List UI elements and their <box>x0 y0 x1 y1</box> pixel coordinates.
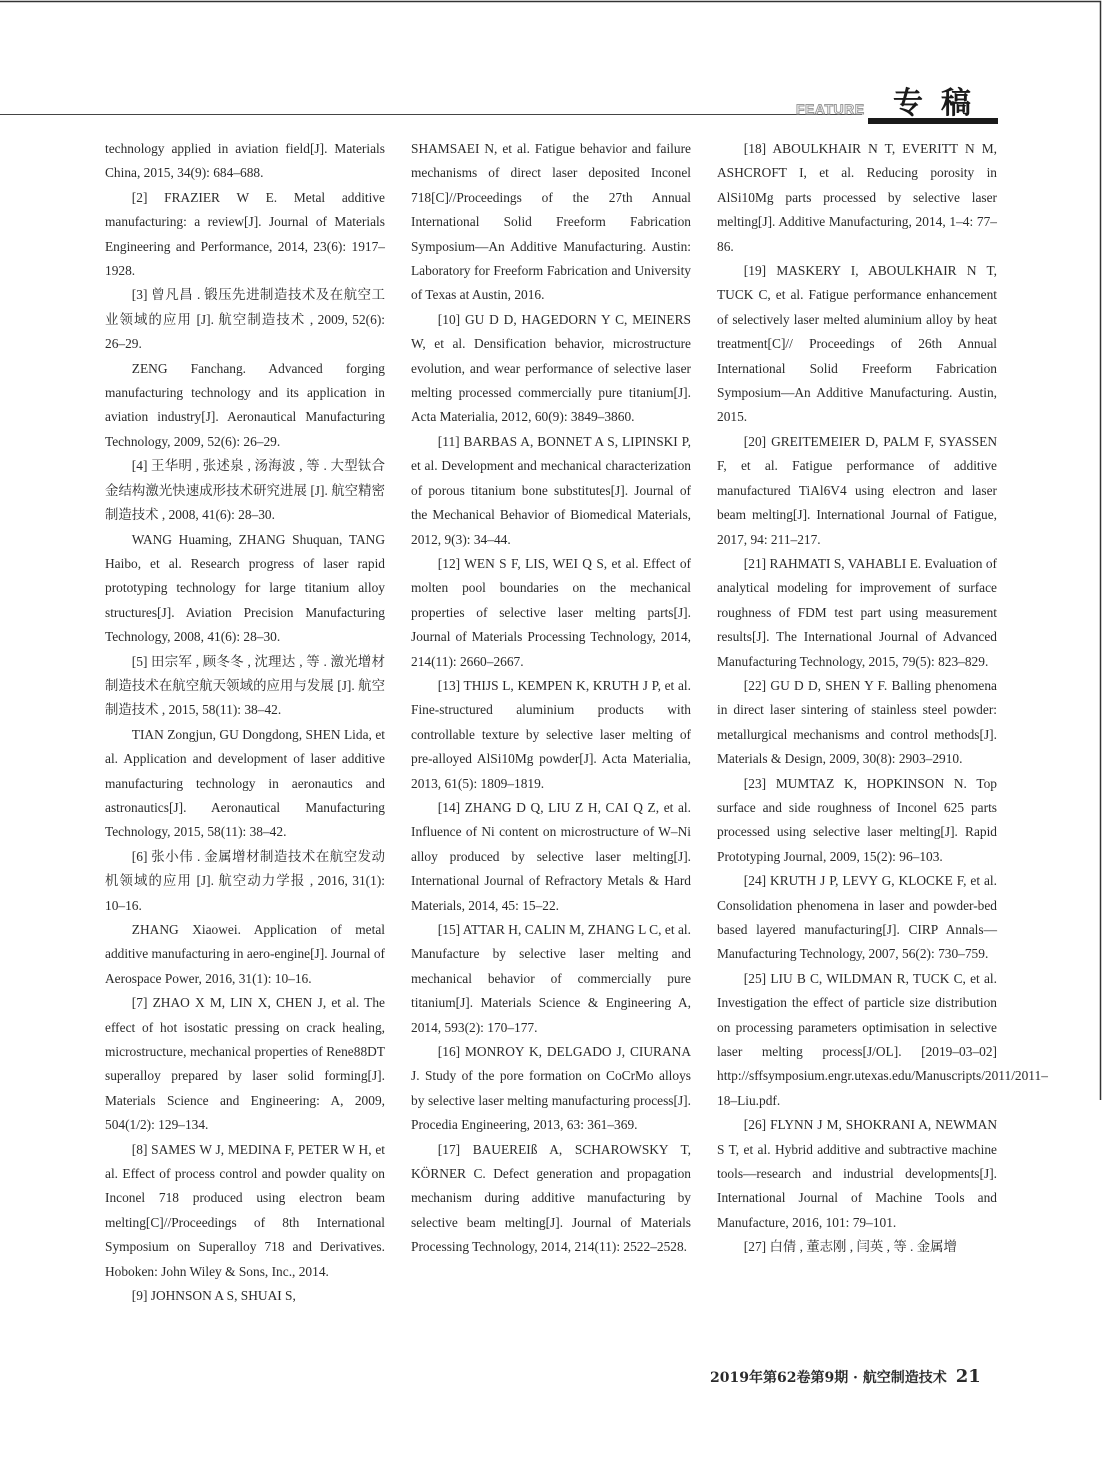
reference-column-2 <box>411 137 691 1260</box>
reference-entry: [18] ABOULKHAIR N T, EVERITT N M, ASHCROFT I, et al. Reducing porosity in AlSi10Mg parts processed by selective laser melting[J]. Additive Manufacturing, 2014, 1–4: 77–86. <box>717 141 997 254</box>
reference-entry: [27] 白倩 , 董志刚 , 闫英 , 等 . 金属增 <box>743 1239 957 1255</box>
reference-entry: WANG Huaming, ZHANG Shuquan, TANG Haibo, et al. Research progress of laser rapid prototyping technology for large titanium alloy structures[J]. Aviation Precision Manufacturing Technology, 2008, 41(6): 28–30. <box>105 531 385 645</box>
reference-column-3 <box>717 137 1048 1260</box>
page-number: 21 <box>955 1366 981 1387</box>
reference-entry: SHAMSAEI N, et al. Fatigue behavior and failure mechanisms of direct laser deposited Inconel 718[C]//Proceedings of the 27th Annual International Solid Freeform Fabrication Symposium—An Additive Manufacturing. Austin: Laboratory for Freeform Fabrication and University of Texas at Austin, 2016. <box>411 141 691 303</box>
reference-entry: [13] THIJS L, KEMPEN K, KRUTH J P, et al. Fine-structured aluminium products with controllable texture by selective laser melting of pre-alloyed AlSi10Mg powder[J]. Acta Materialia, 2013, 61(5): 1809–1819. <box>411 677 691 791</box>
reference-entry: ZENG Fanchang. Advanced forging manufacturing technology and its application in aviation industry[J]. Aeronautical Manufacturing Technology, 2009, 52(6): 26–29. <box>105 360 385 449</box>
reference-entry: [23] MUMTAZ K, HOPKINSON N. Top surface and side roughness of Inconel 625 parts processed using selective laser melting[J]. Rapid Prototyping Journal, 2009, 15(2): 96–103. <box>717 775 997 864</box>
page-footer <box>710 1366 981 1387</box>
issue-info: 2019年第62卷第9期 · 航空制造技术 <box>710 1370 947 1386</box>
reference-entry: [11] BARBAS A, BONNET A S, LIPINSKI P, et al. Development and mechanical characterization of porous titanium bone substitutes[J]. Journal of the Mechanical Behavior of Biomedical Materials, 2012, 9(3): 34–44. <box>411 433 691 547</box>
reference-entry: TIAN Zongjun, GU Dongdong, SHEN Lida, et al. Application and development of laser additive manufacturing technology in aeronautics and astronautics[J]. Aeronautical Manufacturing Technology, 2015, 58(11): 38–42. <box>105 726 385 840</box>
reference-entry: [4] 王华明 , 张述泉 , 汤海波 , 等 . 大型钛合金结构激光快速成形技术研究进展 [J]. 航空精密制造技术 , 2008, 41(6): 28–30. <box>105 458 385 523</box>
reference-entry: [8] SAMES W J, MEDINA F, PETER W H, et al. Effect of process control and powder quality on Inconel 718 produced using electron beam melting[C]//Proceedings of 8th International Symposium on Superalloy 718 and Derivatives. Hoboken: John Wiley & Sons, Inc., 2014. <box>105 1141 385 1279</box>
feature-label: FEATURE <box>796 101 865 117</box>
reference-entry: [22] GU D D, SHEN Y F. Balling phenomena in direct laser sintering of stainless steel powder: metallurgical mechanisms and control methods[J]. Materials & Design, 2009, 30(8): 2903–2910. <box>717 677 997 767</box>
reference-entry: [16] MONROY K, DELGADO J, CIURANA J. Study of the pore formation on CoCrMo alloys by selective laser melting manufacturing process[J]. Procedia Engineering, 2013, 63: 361–369. <box>411 1044 691 1133</box>
reference-entry: [14] ZHANG D Q, LIU Z H, CAI Q Z, et al. Influence of Ni content on microstructure of W–Ni alloy produced by selective laser melting[J]. International Journal of Refractory Metals & Hard Materials, 2014, 45: 15–22. <box>411 799 691 913</box>
reference-entry: [20] GREITEMEIER D, PALM F, SYASSEN F, et al. Fatigue performance of additive manufactured TiAl6V4 using electron and laser beam melting[J]. International Journal of Fatigue, 2017, 94: 211–217. <box>717 433 997 547</box>
reference-entry: [17] BAUEREIß A, SCHAROWSKY T, KÖRNER C. Defect generation and propagation mechanism during additive manufacturing by selective beam melting[J]. Journal of Materials Processing Technology, 2014, 214(11): 2522–2528. <box>411 1141 691 1255</box>
reference-column-1 <box>105 137 385 1309</box>
reference-entry: [12] WEN S F, LIS, WEI Q S, et al. Effect of molten pool boundaries on the mechanical properties of selective laser melting parts[J]. Journal of Materials Processing Technology, 2014, 214(11): 2660–2667. <box>411 555 691 669</box>
reference-entry: [21] RAHMATI S, VAHABLI E. Evaluation of analytical modeling for improvement of surface roughness of FDM test part using measurement results[J]. The International Journal of Advanced Manufacturing Technology, 2015, 79(5): 823–829. <box>717 555 997 669</box>
reference-entry: [25] LIU B C, WILDMAN R, TUCK C, et al. Investigation the effect of particle size distribution on processing parameters optimisation in selective laser melting process[J/OL]. [2019–03–02] http://sffsymposium.engr.utexas.edu/Manuscripts/2011/2011–18–Liu.pdf. <box>717 970 1048 1108</box>
reference-entry: [24] KRUTH J P, LEVY G, KLOCKE F, et al. Consolidation phenomena in laser and powder-bed based layered manufacturing[J]. CIRP Annals—Manufacturing Technology, 2007, 56(2): 730–759. <box>717 873 997 962</box>
reference-entry: [26] FLYNN J M, SHOKRANI A, NEWMAN S T, et al. Hybrid additive and subtractive machine tools—research and industrial developments[J]. International Journal of Machine Tools and Manufacture, 2016, 101: 79–101. <box>717 1117 997 1230</box>
reference-entry: [6] 张小伟 . 金属增材制造技术在航空发动机领域的应用 [J]. 航空动力学报 , 2016, 31(1): 10–16. <box>105 848 385 913</box>
reference-entry: [19] MASKERY I, ABOULKHAIR N T, TUCK C, et al. Fatigue performance enhancement of selectively laser melted aluminium alloy by heat treatment[C]// Proceedings of 26th Annual International Solid Freeform Fabrication Symposium—An Additive Manufacturing. Austin, 2015. <box>717 263 997 425</box>
reference-entry: [2] FRAZIER W E. Metal additive manufacturing: a review[J]. Journal of Materials Engineering and Performance, 2014, 23(6): 1917–1928. <box>105 189 385 279</box>
reference-entry: [3] 曾凡昌 . 锻压先进制造技术及在航空工业领域的应用 [J]. 航空制造技术 , 2009, 52(6): 26–29. <box>105 287 385 352</box>
reference-entry: technology applied in aviation field[J]. Materials China, 2015, 34(9): 684–688. <box>105 141 385 181</box>
reference-entry: ZHANG Xiaowei. Application of metal additive manufacturing in aero-engine[J]. Journal of Aerospace Power, 2016, 31(1): 10–16. <box>105 922 385 986</box>
reference-entry: [7] ZHAO X M, LIN X, CHEN J, et al. The effect of hot isostatic pressing on crack healing, microstructure, mechanical properties of Rene88DT superalloy prepared by laser solid forming[J]. Materials Science and Engineering: A, 2009, 504(1/2): 129–134. <box>105 995 385 1133</box>
reference-entry: [9] JOHNSON A S, SHUAI S, <box>131 1288 296 1304</box>
reference-entry: [15] ATTAR H, CALIN M, ZHANG L C, et al. Manufacture by selective laser melting and mechanical behavior of commercially pure titanium[J]. Materials Science & Engineering A, 2014, 593(2): 170–177. <box>411 922 691 1035</box>
section-title: 专稿 <box>893 86 989 121</box>
reference-entry: [10] GU D D, HAGEDORN Y C, MEINERS W, et al. Densification behavior, microstructure evolution, and wear performance of selective laser melting processed commercially pure titanium[J]. Acta Materialia, 2012, 60(9): 3849–3860. <box>411 311 691 425</box>
reference-entry: [5] 田宗军 , 顾冬冬 , 沈理达 , 等 . 激光增材制造技术在航空航天领域的应用与发展 [J]. 航空制造技术 , 2015, 58(11): 38–42. <box>105 653 385 718</box>
header-rule <box>0 114 862 115</box>
